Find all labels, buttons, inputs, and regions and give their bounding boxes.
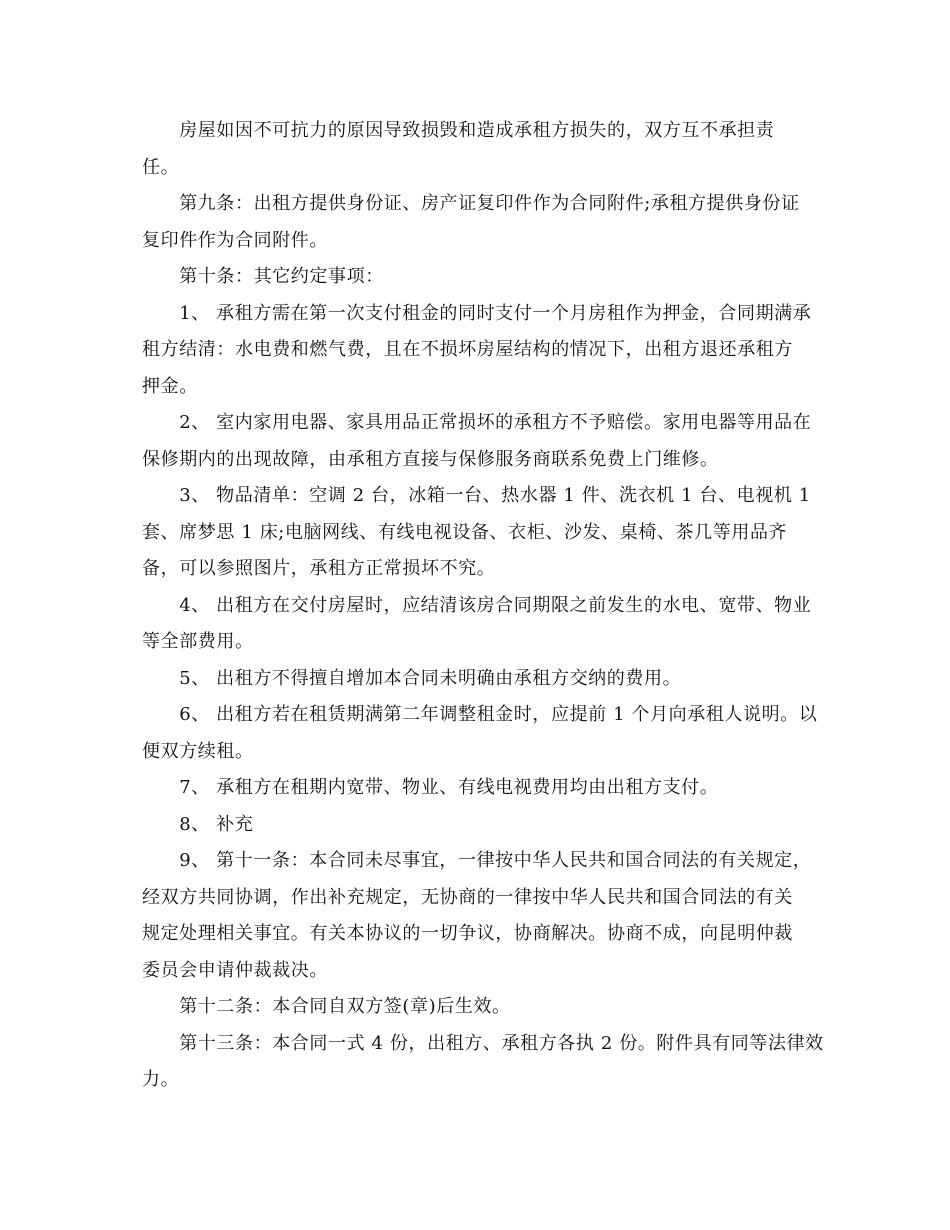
text-line: 力。: [142, 1069, 180, 1090]
text-line: 备，可以参照图片，承租方正常损坏不究。: [142, 558, 496, 579]
text-line: 6、 出租方若在租赁期满第二年调整租金时，应提前 1 个月向承租人说明。以: [142, 704, 818, 725]
text-line: 任。: [142, 156, 180, 178]
text-line: 房屋如因不可抗力的原因导致损毁和造成承租方损失的，双方互不承担责: [142, 120, 775, 141]
text-line: 便双方续租。: [142, 740, 254, 762]
text-line: 9、 第十一条：本合同未尽事宜，一律按中华人民共和国合同法的有关规定，: [142, 850, 812, 871]
text-line: 等全部费用。: [142, 631, 254, 652]
text-line: 委员会申请仲裁裁决。: [142, 959, 328, 981]
text-line: 经双方共同协调，作出补充规定，无协商的一律按中华人民共和国合同法的有关: [142, 886, 793, 908]
text-line: 1、 承租方需在第一次支付租金的同时支付一个月房租作为押金，合同期满承: [142, 302, 812, 324]
text-line: 4、 出租方在交付房屋时，应结清该房合同期限之前发生的水电、宽带、物业: [142, 594, 812, 616]
contract-body: [142, 113, 824, 1099]
text-line: 保修期内的出现故障，由承租方直接与保修服务商联系免费上门维修。: [142, 448, 719, 470]
text-line: 3、 物品清单：空调 2 台，冰箱一台、热水器 1 件、洗衣机 1 台、电视机 1: [142, 485, 811, 506]
text-line: 8、 补充: [142, 813, 254, 835]
text-line: 5、 出租方不得擅自增加本合同未明确由承租方交纳的费用。: [142, 667, 682, 689]
text-line: 规定处理相关事宜。有关本协议的一切争议，协商解决。协商不成，向昆明仲裁: [142, 923, 793, 944]
text-line: 7、 承租方在租期内宽带、物业、有线电视费用均由出租方支付。: [142, 777, 719, 798]
text-line: 第十二条：本合同自双方签(章)后生效。: [142, 996, 511, 1017]
text-line: 第十条：其它约定事项：: [142, 266, 384, 287]
text-line: 套、席梦思 1 床;电脑网线、有线电视设备、衣柜、沙发、桌椅、茶几等用品齐: [142, 521, 788, 543]
text-line: 复印件作为合同附件。: [142, 229, 328, 251]
text-line: 第九条：出租方提供身份证、房产证复印件作为合同附件;承租方提供身份证: [142, 193, 800, 214]
text-line: 第十三条：本合同一式 4 份，出租方、承租方各执 2 份。附件具有同等法律效: [142, 1032, 824, 1054]
text-line: 押金。: [142, 375, 198, 397]
text-line: 租方结清：水电费和燃气费，且在不损坏房屋结构的情况下，出租方退还承租方: [142, 339, 793, 360]
text-line: 2、 室内家用电器、家具用品正常损坏的承租方不予赔偿。家用电器等用品在: [142, 412, 812, 433]
